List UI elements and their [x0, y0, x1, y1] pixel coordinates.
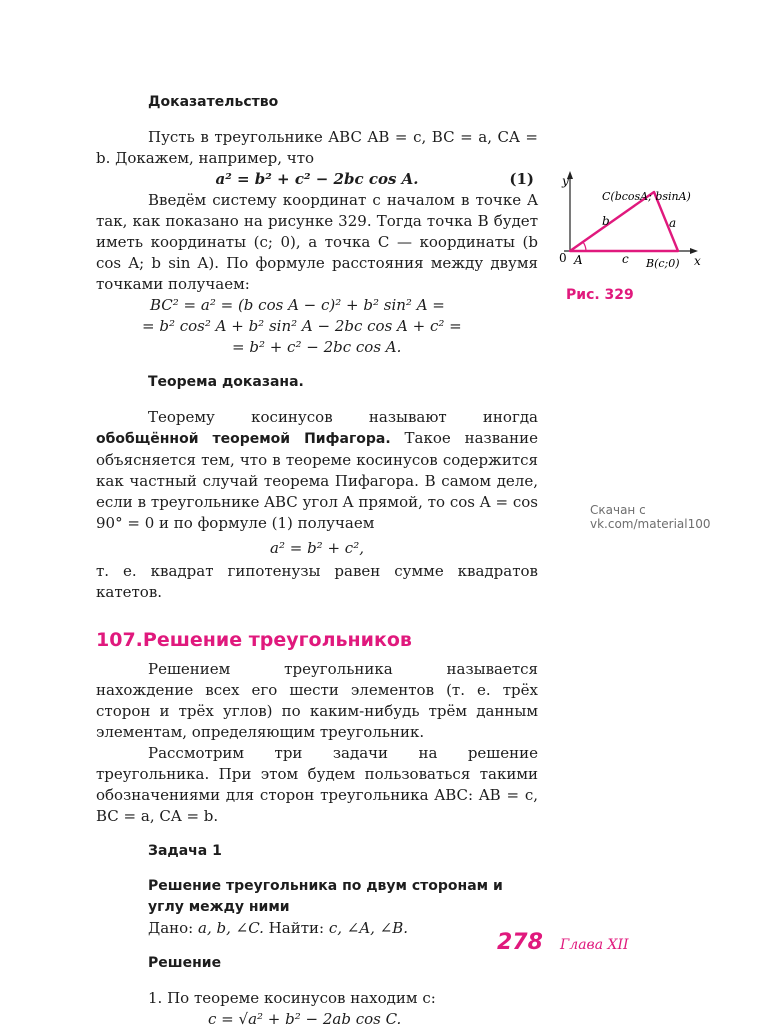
chapter-label: Глава XII	[560, 937, 629, 953]
section-heading	[96, 629, 538, 651]
task-heading: Задача 1	[148, 843, 222, 859]
figure-caption: Рис. 329	[566, 287, 634, 303]
watermark: Скачан с vk.com/material100	[590, 503, 711, 531]
conclusion-text: т. е. квадрат гипотенузы равен сумме квадратов катетов.	[96, 562, 538, 601]
main-text-column	[96, 78, 538, 1030]
task-title: Решение треугольника по двум сторонам и углу между ними	[148, 878, 503, 915]
paragraph-pythagoras	[96, 407, 538, 534]
task-given	[96, 918, 538, 939]
formula-pythagoras: a² = b² + c²,	[270, 539, 364, 557]
formula-side-c: c = √a² + b² − 2ab cos C.	[208, 1010, 402, 1028]
formula-cosine-law	[96, 169, 538, 190]
proof-intro: Пусть в треугольнике ABC AB = c, BC = a, CA = b. Докажем, например, что	[96, 128, 538, 167]
qed-text: Теорема доказана.	[148, 374, 304, 390]
label-a-vertex: A	[574, 253, 583, 267]
label-c-vertex: C(bcosA; bsinA)	[602, 190, 691, 203]
formula-cosine-law-text: a² = b² + c² − 2bc cos A.	[215, 170, 419, 188]
find-values: c, ∠A, ∠B.	[324, 919, 409, 937]
label-x: x	[694, 254, 701, 268]
label-origin: 0	[559, 251, 567, 265]
label-b-vertex: B(c;0)	[646, 257, 680, 270]
given-label: Дано:	[148, 919, 194, 937]
label-side-a: a	[669, 216, 677, 230]
label-side-c: c	[622, 252, 629, 266]
page-footer	[497, 930, 629, 955]
section-title: Решение треугольников	[142, 629, 412, 651]
paragraph-pythagoras-part2: Такое название объясняется тем, что в теореме косинусов содержится как частный случай теорема Пифагора. В самом деле, если в треугольнике ABC угол A прямой, то cos A = cos 90° = 0 и по формуле (1) получаем	[96, 429, 538, 532]
page-number: 278	[497, 930, 543, 955]
label-side-b: b	[602, 214, 610, 228]
derivation-line-1: BC² = a² = (b cos A − c)² + b² sin² A =	[150, 296, 445, 314]
solution-step-1: 1. По теореме косинусов находим c:	[148, 989, 436, 1007]
given-values: a, b, ∠C.	[193, 919, 264, 937]
section-paragraph-2: Рассмотрим три задачи на решение треугольника. При этом будем пользоваться такими обозначениями для сторон треугольника ABC: AB = c, BC = a, CA = b.	[96, 744, 538, 825]
equation-number: (1)	[509, 170, 534, 188]
paragraph-coordinates: Введём систему координат с началом в точке A так, как показано на рисунке 329. Тогда точка B будет иметь координаты (c; 0), а точка C — координаты (b cos A; b sin A). По формуле расстояния между двумя точками получаем:	[96, 191, 538, 293]
find-label: Найти:	[263, 919, 325, 937]
label-y: y	[562, 174, 569, 188]
proof-heading: Доказательство	[148, 94, 279, 110]
solution-heading: Решение	[148, 955, 222, 971]
derivation-line-2: = b² cos² A + b² sin² A − 2bc cos A + c² =	[142, 317, 462, 335]
section-paragraph-1: Решением треугольника называется нахождение всех его шести элементов (т. е. трёх сторон и трёх углов) по каким-нибудь трём данным элементам, определяющим треугольник.	[96, 660, 538, 741]
paragraph-pythagoras-part1: Теорему косинусов называют иногда	[148, 408, 538, 426]
section-number: 107.	[96, 629, 143, 651]
derivation-line-3: = b² + c² − 2bc cos A.	[232, 338, 402, 356]
angle-a-arc	[583, 242, 586, 251]
generalized-pythagoras-term: обобщённой теоремой Пифагора.	[96, 431, 391, 447]
